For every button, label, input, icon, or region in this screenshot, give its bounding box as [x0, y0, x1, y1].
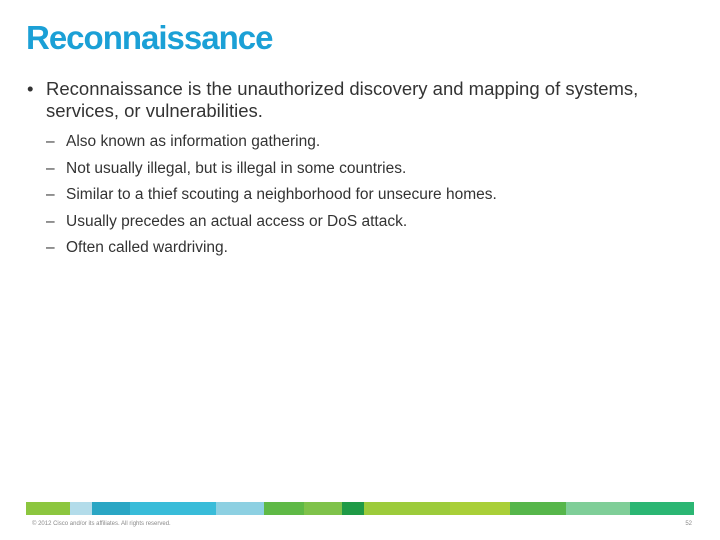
copyright-text: © 2012 Cisco and/or its affiliates. All rights reserved. [32, 521, 171, 527]
page-number: 52 [685, 521, 692, 527]
dash-marker: – [46, 212, 55, 230]
footer-bar-segment [92, 502, 130, 515]
footer-bar-segment [264, 502, 304, 515]
footer-bar-segment [216, 502, 264, 515]
footer-bar-segment [26, 502, 70, 515]
dash-marker: – [46, 186, 55, 203]
main-bullet [27, 78, 687, 122]
dash-marker: – [46, 239, 55, 256]
footer-bar-segment [178, 502, 216, 515]
sub-bullet-item [27, 209, 687, 236]
sub-bullet-text: Not usually illegal, but is illegal in some countries. [66, 159, 407, 177]
bullet-marker: • [27, 78, 34, 99]
footer-bar-segment [130, 502, 178, 515]
sub-bullet-text: Often called wardriving. [66, 239, 228, 256]
footer-color-bar [26, 502, 694, 515]
main-bullet-text: Reconnaissance is the unauthorized discovery and mapping of systems, services, or vulnerabilities. [46, 78, 639, 121]
slide-body [27, 78, 687, 262]
footer-bar-segment [70, 502, 92, 515]
footer-bar-segment [450, 502, 510, 515]
sub-bullet-text: Also known as information gathering. [66, 133, 321, 150]
footer-bar-segment [510, 502, 566, 515]
slide-title: Reconnaissance [26, 19, 273, 56]
sub-bullet-item [27, 235, 687, 262]
dash-marker: – [46, 133, 55, 150]
sub-bullet-item [27, 129, 687, 156]
footer-bar-segment [630, 502, 694, 515]
sub-bullet-item [27, 182, 687, 209]
sub-bullet-item [27, 156, 687, 183]
footer-bar-segment [566, 502, 630, 515]
sub-bullet-text: Usually precedes an actual access or DoS attack. [66, 212, 408, 230]
footer-bar-segment [304, 502, 342, 515]
sub-bullet-list [27, 129, 687, 262]
dash-marker: – [46, 159, 55, 177]
footer-bar-segment [364, 502, 450, 515]
sub-bullet-text: Similar to a thief scouting a neighborhood for unsecure homes. [66, 186, 497, 203]
footer-bar-segment [342, 502, 364, 515]
